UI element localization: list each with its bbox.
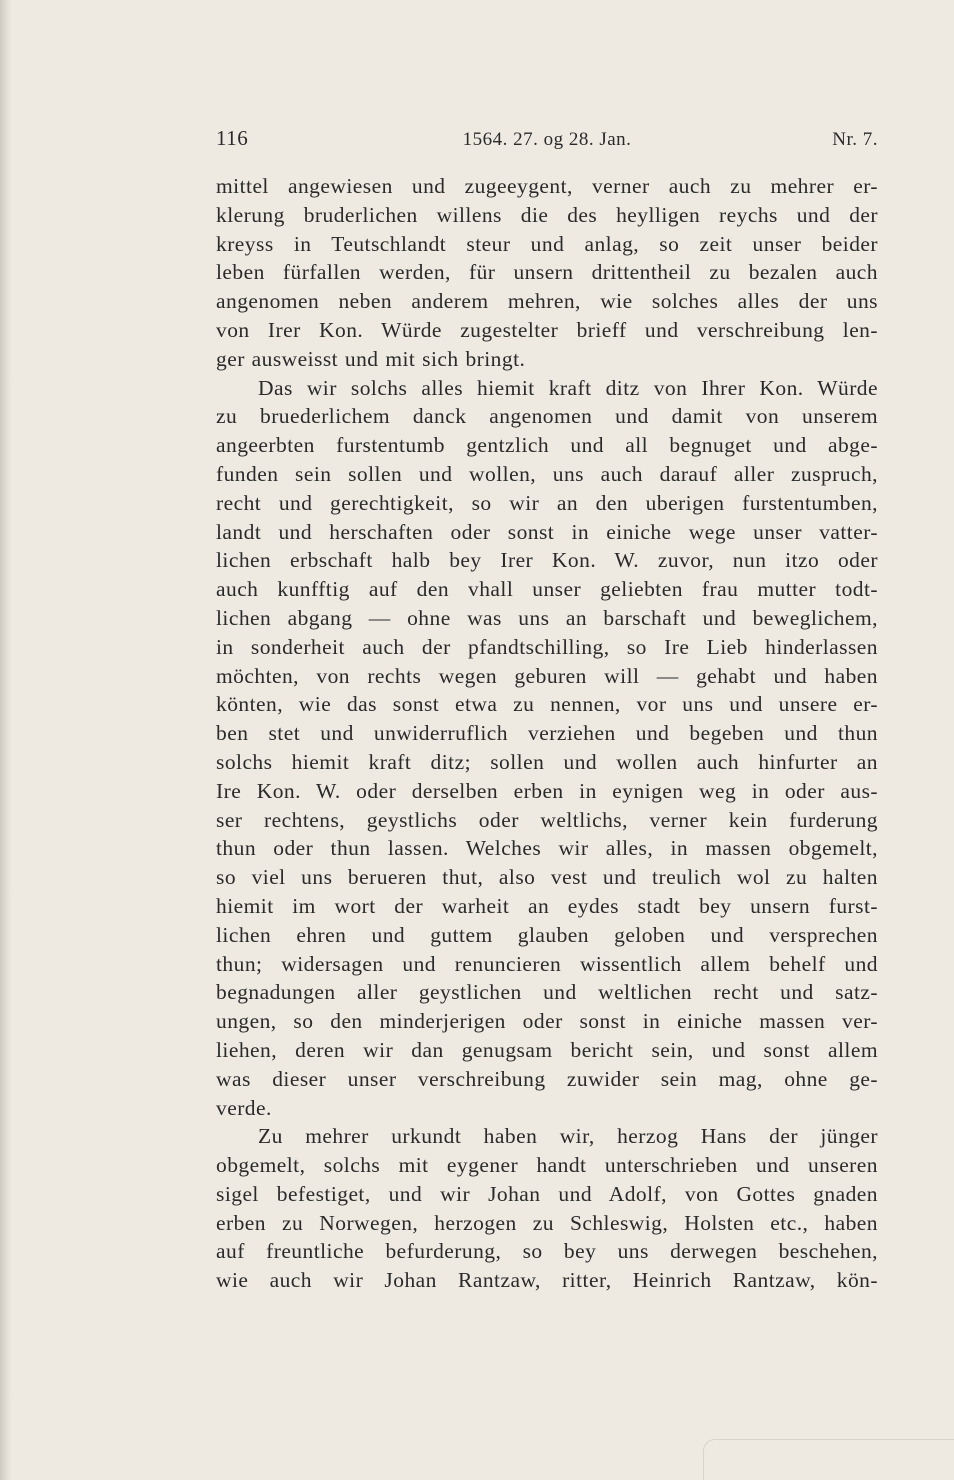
text-line: in sonderheit auch der pfandtschilling, so Ire Lieb hinderlassen [216,634,878,659]
text-line: von Irer Kon. Würde zugestelter brieff und verschreibung len- [216,317,878,342]
text-line: mittel angewiesen und zugeeygent, verner auch zu mehrer er- [216,174,878,198]
page-number: 116 [216,126,249,150]
text-line: Das wir solchs alles hiemit kraft ditz von Ihrer Kon. Würde [258,375,878,400]
text-line: ungen, so den minderjerigen oder sonst in einiche massen ver- [216,1009,878,1034]
text-line: solchs hiemit kraft ditz; sollen und wollen auch hinfurter an [216,749,878,774]
text-line: hiemit im wort der warheit an eydes stadt bey unsern furst- [216,893,878,918]
text-line: könten, wie das sonst etwa zu nennen, vor uns und unsere er- [216,692,878,717]
text-line: funden sein sollen und wollen, uns auch darauf aller zuspruch, [216,461,878,486]
binding-gutter [0,0,12,1480]
text-line: Ire Kon. W. oder derselben erben in eynigen weg in oder aus- [216,778,878,803]
text-line: sigel befestiget, und wir Johan und Adolf, von Gottes gnaden [216,1181,878,1206]
text-line: thun oder thun lassen. Welches wir alles, in massen obgemelt, [216,836,878,861]
text-line: klerung bruderlichen willens die des heylligen reychs und der [216,202,878,227]
text-line: Zu mehrer urkundt haben wir, herzog Hans der jünger [258,1124,878,1149]
text-line: angeerbten furstentumb gentzlich und all begnuget und abge- [216,433,878,458]
scan-corner-mark [703,1439,954,1480]
text-line: zu bruederlichem danck angenomen und damit von unserem [216,404,878,429]
text-line: lichen abgang — ohne was uns an barschaft und beweglichem, [216,605,878,630]
text-line: auf freuntliche befurderung, so bey uns derwegen beschehen, [216,1239,878,1264]
text-line: was dieser unser verschreibung zuwider sein mag, ohne ge- [216,1066,878,1091]
document-number: Nr. 7. [832,129,878,150]
text-line: begnadungen aller geystlichen und weltlichen recht und satz- [216,980,878,1005]
text-line: wie auch wir Johan Rantzaw, ritter, Heinrich Rantzaw, kön- [216,1268,878,1293]
text-line: erben zu Norwegen, herzogen zu Schleswig, Holsten etc., haben [216,1210,878,1235]
text-line: auch kunfftig auf den vhall unser geliebten frau mutter todt- [216,577,878,602]
text-line: angenomen neben anderem mehren, wie solches alles der uns [216,289,878,314]
text-line: obgemelt, solchs mit eygener handt unterschrieben und unseren [216,1153,878,1178]
running-header [216,126,878,156]
header-date: 1564. 27. og 28. Jan. [462,129,632,150]
text-line: möchten, von rechts wegen geburen will — gehabt und haben [216,663,878,688]
text-line: leben fürfallen werden, für unsern drittentheil zu bezalen auch [216,260,878,285]
text-line: ben stet und unwiderruflich verziehen und begeben und thun [216,721,878,746]
text-line: lichen erbschaft halb bey Irer Kon. W. zuvor, nun itzo oder [216,548,878,573]
text-line: recht und gerechtigkeit, so wir an den uberigen furstentumben, [216,490,878,515]
text-line: landt und herschaften oder sonst in einiche wege unser vatter- [216,519,878,544]
body-text [216,172,878,1295]
text-line: kreyss in Teutschlandt steur und anlag, so zeit unser beider [216,231,878,256]
text-line: verde. [216,1095,272,1120]
text-line: liehen, deren wir dan genugsam bericht sein, und sonst allem [216,1037,878,1062]
text-line: so viel uns berueren thut, also vest und treulich wol zu halten [216,865,878,890]
text-line: lichen ehren und guttem glauben geloben und versprechen [216,922,878,947]
text-line: ser rechtens, geystlichs oder weltlichs, verner kein furderung [216,807,878,832]
text-line: ger ausweisst und mit sich bringt. [216,346,526,371]
text-line: thun; widersagen und renuncieren wissentlich allem behelf und [216,951,878,976]
